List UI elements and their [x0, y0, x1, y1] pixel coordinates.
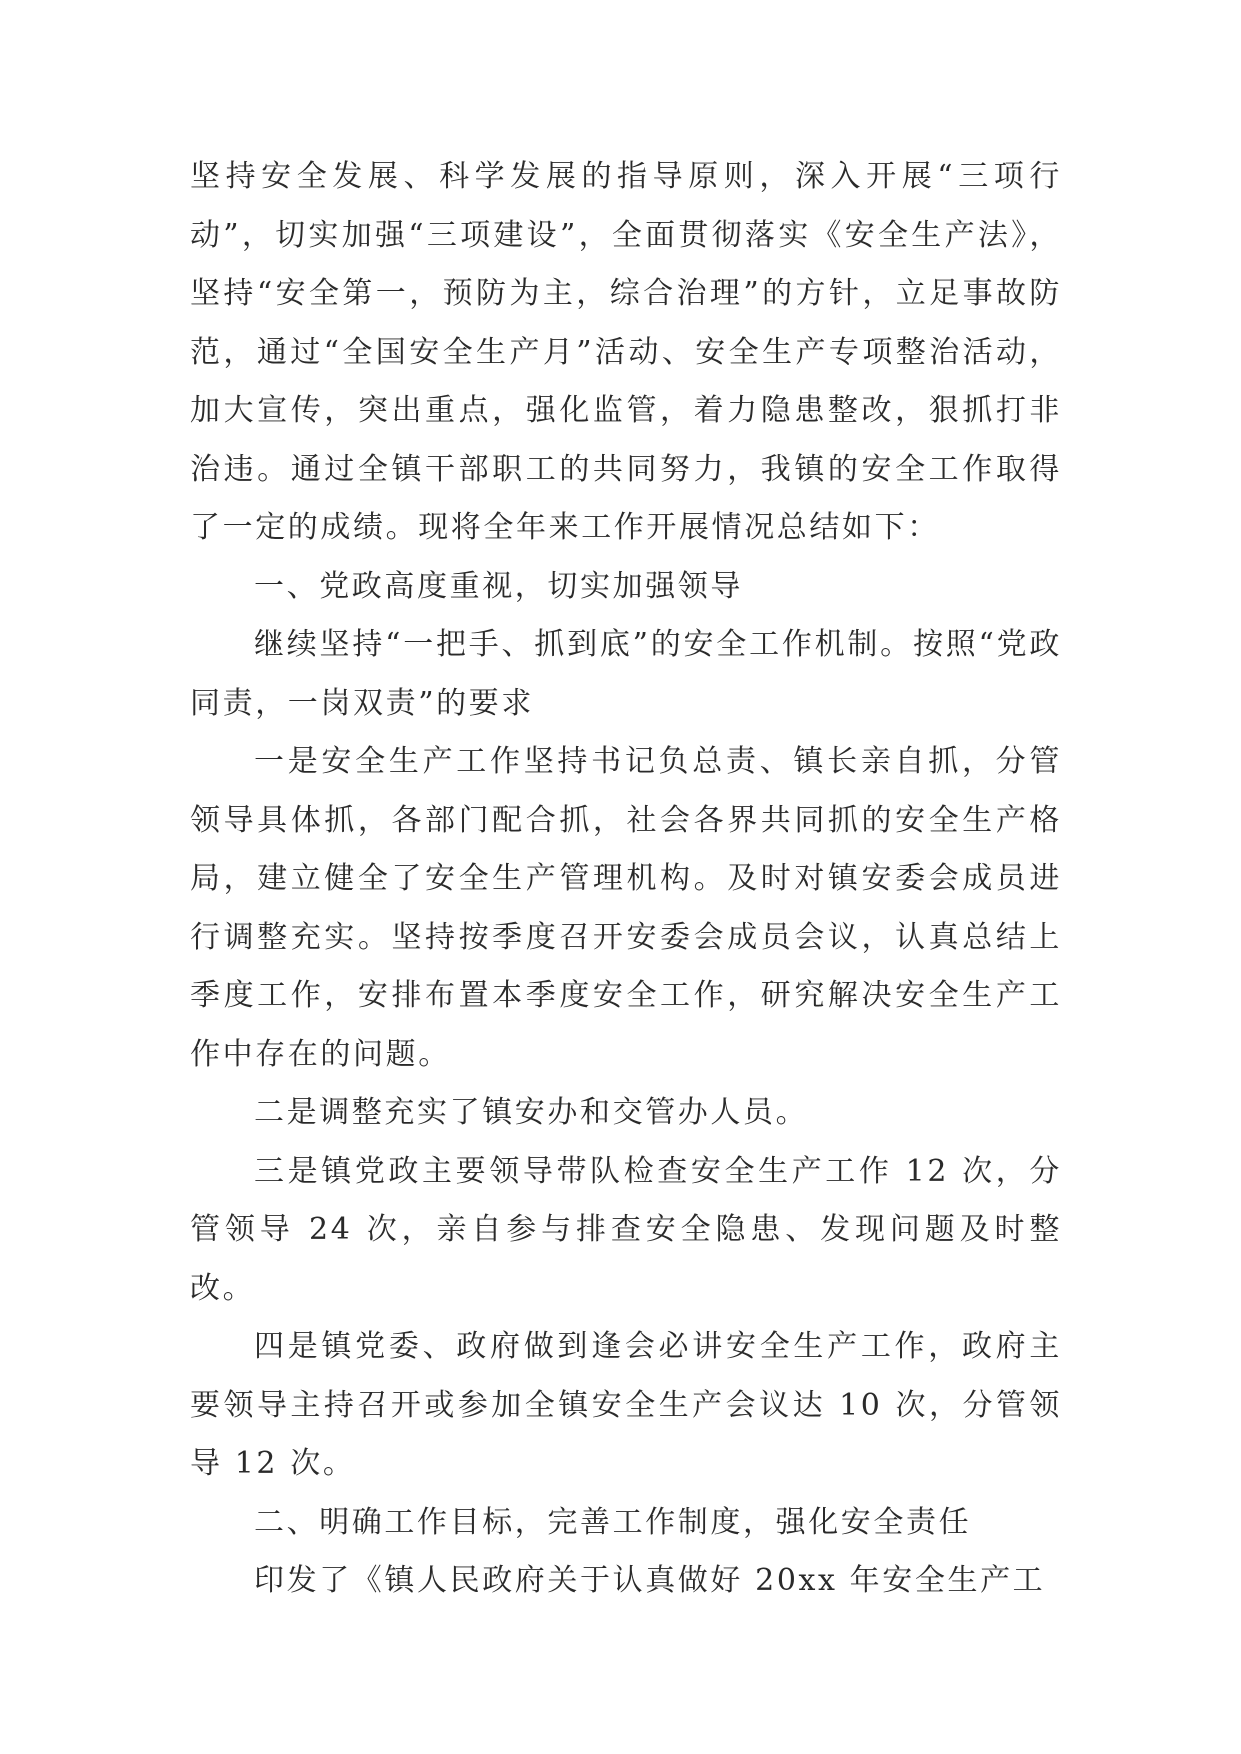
paragraph: 三是镇党政主要领导带队检查安全生产工作 12 次，分管领导 24 次，亲自参与排查安全隐患、发现问题及时整改。 [190, 1153, 1062, 1306]
paragraph: 一是安全生产工作坚持书记负总责、镇长亲自抓，分管领导具体抓，各部门配合抓，社会各界共同抓的安全生产格局，建立健全了安全生产管理机构。及时对镇安委会成员进行调整充实。坚持按季度召开安委会成员会议，认真总结上季度工作，安排布置本季度安全工作，研究解决安全生产工作中存在的问题。 [190, 744, 1062, 1072]
paragraph: 继续坚持“一把手、抓到底”的安全工作机制。按照“党政同责，一岗双责”的要求 [190, 627, 1062, 721]
paragraph: 四是镇党委、政府做到逢会必讲安全生产工作，政府主要领导主持召开或参加全镇安全生产会议达 10 次，分管领导 12 次。 [190, 1329, 1062, 1481]
document-body [190, 148, 1062, 1611]
section-heading-2: 二、明确工作目标，完善工作制度，强化安全责任 [254, 1504, 972, 1540]
paragraph-intro: 坚持安全发展、科学发展的指导原则，深入开展“三项行动”，切实加强“三项建设”，全面贯彻落实《安全生产法》，坚持“安全第一，预防为主，综合治理”的方针，立足事故防范，通过“全国安全生产月”活动、安全生产专项整治活动，加大宣传，突出重点，强化监管，着力隐患整改，狠抓打非治违。通过全镇干部职工的共同努力，我镇的安全工作取得了一定的成绩。现将全年来工作开展情况总结如下： [190, 159, 1062, 545]
section-heading-1: 一、党政高度重视，切实加强领导 [254, 568, 743, 604]
paragraph: 二是调整充实了镇安办和交管办人员。 [254, 1095, 809, 1130]
paragraph: 印发了《镇人民政府关于认真做好 20xx 年安全生产工 [254, 1563, 1046, 1598]
